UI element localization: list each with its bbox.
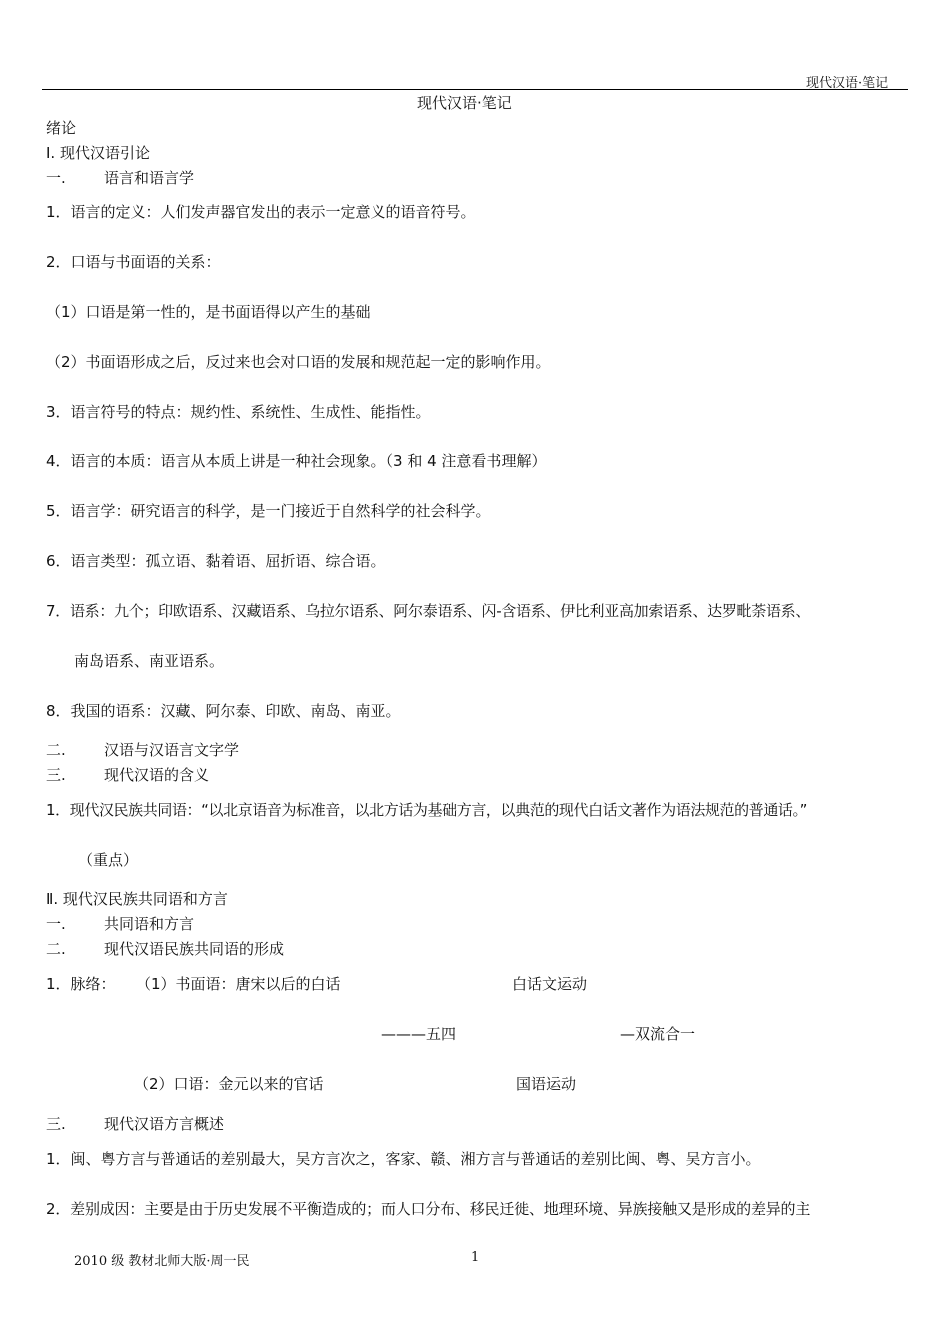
list-item: 7．语系：九个；印欧语系、汉藏语系、乌拉尔语系、阿尔泰语系、闪-含语系、伊比利亚高加索语系、达罗毗荼语系、 [46, 602, 811, 620]
list-item: 3．语言符号的特点：规约性、系统性、生成性、能指性。 [46, 403, 431, 421]
footer-left: 2010 级 教材北师大版·周一民 [74, 1254, 250, 1269]
list-item: 8．我国的语系：汉藏、阿尔泰、印欧、南岛、南亚。 [46, 702, 401, 720]
part2-sec3-title: 现代汉语方言概述 [104, 1115, 225, 1133]
header-rule [42, 89, 908, 90]
definition-line: 1．现代汉民族共同语：“以北京语音为标准音，以北方话为基础方言，以典范的现代白话文著作为语法规范的普通话。” [46, 801, 807, 819]
part1-sec2-title: 汉语与汉语言文字学 [104, 741, 240, 759]
context-written-movement: 白话文运动 [512, 975, 588, 993]
context-label: 1．脉络： [46, 975, 116, 993]
part1-sec3-num: 三. [46, 766, 66, 784]
part2-sec3-num: 三. [46, 1115, 66, 1133]
context-written: （1）书面语：唐宋以后的白话 [136, 975, 341, 993]
list-item: 5．语言学：研究语言的科学，是一门接近于自然科学的社会科学。 [46, 502, 491, 520]
part2-sec1-title: 共同语和方言 [104, 915, 195, 933]
context-arrow-end: —双流合一 [620, 1025, 696, 1043]
context-spoken: （2）口语：金元以来的官话 [134, 1075, 324, 1093]
definition-note: （重点） [78, 851, 139, 869]
page-number: 1 [471, 1250, 480, 1265]
part1-sec1-title: 语言和语言学 [104, 169, 195, 187]
page-title: 现代汉语·笔记 [417, 94, 512, 112]
part2-sec1-num: 一. [46, 915, 66, 933]
list-item: 2．差别成因：主要是由于历史发展不平衡造成的；而人口分布、移民迁徙、地理环境、异族接触又是形成的差异的主 [46, 1200, 811, 1218]
list-item: 2．口语与书面语的关系： [46, 253, 221, 271]
intro-heading: 绪论 [46, 119, 77, 137]
list-item: 6．语言类型：孤立语、黏着语、屈折语、综合语。 [46, 552, 386, 570]
part1-heading: Ⅰ. 现代汉语引论 [46, 144, 150, 162]
list-item: 1．闽、粤方言与普通话的差别最大，吴方言次之，客家、赣、湘方言与普通话的差别比闽、粤、吴方言小。 [46, 1150, 761, 1168]
part2-heading: Ⅱ. 现代汉民族共同语和方言 [46, 890, 228, 908]
list-item: 1．语言的定义：人们发声器官发出的表示一定意义的语音符号。 [46, 203, 476, 221]
part1-sec3-title: 现代汉语的含义 [104, 766, 210, 784]
context-arrow-mid: ———五四 [381, 1025, 457, 1043]
list-item-continuation: 南岛语系、南亚语系。 [74, 652, 225, 670]
list-item: 4．语言的本质：语言从本质上讲是一种社会现象。（3 和 4 注意看书理解） [46, 452, 547, 470]
context-spoken-movement: 国语运动 [516, 1075, 577, 1093]
part1-sec1-num: 一. [46, 169, 66, 187]
running-header: 现代汉语·笔记 [806, 76, 889, 91]
list-item: （1）口语是第一性的，是书面语得以产生的基础 [46, 303, 371, 321]
part1-sec2-num: 二. [46, 741, 66, 759]
part2-sec2-title: 现代汉语民族共同语的形成 [104, 940, 285, 958]
list-item: （2）书面语形成之后，反过来也会对口语的发展和规范起一定的影响作用。 [46, 353, 551, 371]
part2-sec2-num: 二. [46, 940, 66, 958]
